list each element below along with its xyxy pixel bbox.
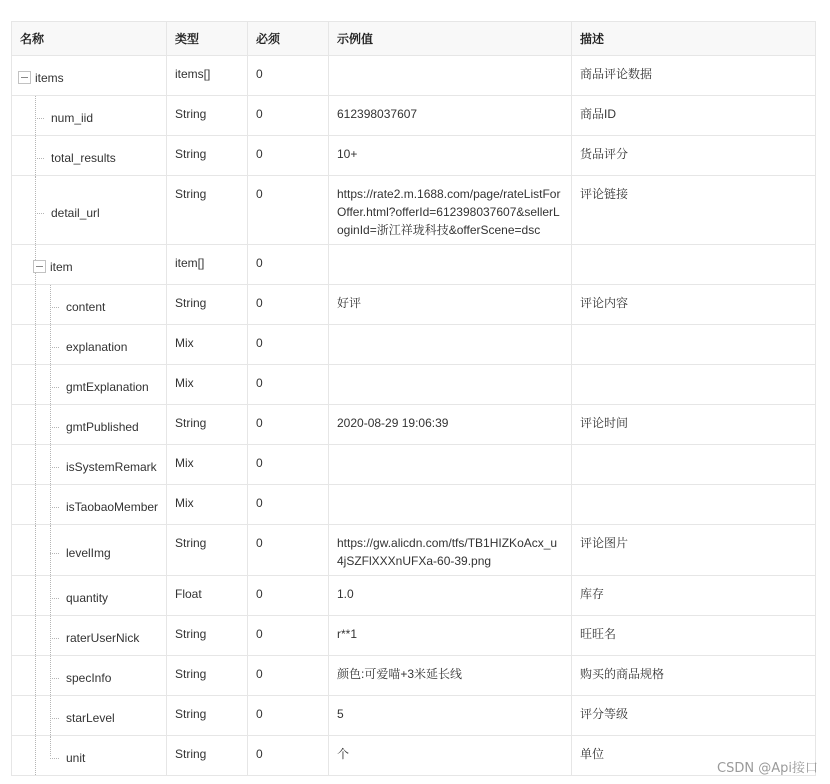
tree-guide-line	[35, 445, 36, 484]
field-type: String	[167, 736, 248, 776]
field-name-cell	[12, 365, 167, 405]
header-description: 描述	[572, 22, 816, 56]
header-name: 名称	[12, 22, 167, 56]
header-example: 示例值	[329, 22, 572, 56]
table-row	[12, 525, 816, 576]
tree-guide-line	[50, 736, 51, 756]
collapse-toggle-icon[interactable]	[33, 260, 46, 273]
field-name: isTaobaoMember	[66, 500, 159, 514]
tree-guide-line	[50, 365, 51, 404]
field-example: 612398037607	[329, 96, 572, 136]
field-required: 0	[248, 696, 329, 736]
field-description: 单位	[572, 736, 816, 776]
tree-guide-line	[35, 525, 36, 575]
tree-branch-line	[50, 758, 59, 759]
field-name: content	[66, 300, 106, 314]
field-type: Float	[167, 576, 248, 616]
tree-branch-line	[50, 638, 59, 639]
tree-branch-line	[50, 347, 59, 348]
field-example: 1.0	[329, 576, 572, 616]
table-row	[12, 696, 816, 736]
field-name: starLevel	[66, 711, 115, 725]
field-name: explanation	[66, 340, 128, 354]
field-description: 旺旺名	[572, 616, 816, 656]
field-example: 好评	[329, 285, 572, 325]
tree-branch-line	[50, 553, 59, 554]
field-name-cell	[12, 736, 167, 776]
table-row	[12, 96, 816, 136]
tree-guide-line	[50, 445, 51, 484]
table-row	[12, 136, 816, 176]
field-example	[329, 445, 572, 485]
field-description: 商品ID	[572, 96, 816, 136]
field-name: raterUserNick	[66, 631, 140, 645]
field-example	[329, 245, 572, 285]
field-description: 评分等级	[572, 696, 816, 736]
field-example: 2020-08-29 19:06:39	[329, 405, 572, 445]
tree-guide-line	[50, 656, 51, 695]
field-required: 0	[248, 525, 329, 576]
watermark: CSDN @Api接口	[717, 761, 818, 776]
field-name-cell	[12, 696, 167, 736]
field-example: https://rate2.m.1688.com/page/rateListForOffer.html?offerId=612398037607&sellerLoginId=浙江祥珑科技&offerScene=dsc	[329, 176, 572, 245]
table-row	[12, 736, 816, 776]
field-name-cell	[12, 136, 167, 176]
field-name-cell	[12, 525, 167, 576]
field-name: gmtExplanation	[66, 380, 149, 394]
field-name-cell	[12, 245, 167, 285]
field-type: String	[167, 656, 248, 696]
api-fields-table	[11, 21, 816, 776]
field-description	[572, 365, 816, 405]
tree-branch-line	[50, 718, 59, 719]
field-description: 货品评分	[572, 136, 816, 176]
field-example: 10+	[329, 136, 572, 176]
table-row	[12, 445, 816, 485]
table-row	[12, 245, 816, 285]
field-required: 0	[248, 325, 329, 365]
tree-guide-line	[50, 405, 51, 444]
tree-branch-line	[50, 427, 59, 428]
field-type: String	[167, 176, 248, 245]
field-description: 评论内容	[572, 285, 816, 325]
tree-guide-line	[35, 616, 36, 655]
field-required: 0	[248, 56, 329, 96]
field-required: 0	[248, 445, 329, 485]
table-row	[12, 485, 816, 525]
table-row	[12, 405, 816, 445]
table-header-row	[12, 22, 816, 56]
field-name: num_iid	[51, 111, 94, 125]
tree-branch-line	[35, 213, 44, 214]
tree-guide-line	[35, 285, 36, 324]
field-example: https://gw.alicdn.com/tfs/TB1HIZKoAcx_u4jSZFlXXXnUFXa-60-39.png	[329, 525, 572, 576]
field-required: 0	[248, 736, 329, 776]
tree-guide-line	[35, 325, 36, 364]
field-type: String	[167, 696, 248, 736]
table-row	[12, 176, 816, 245]
field-name-cell	[12, 485, 167, 525]
table-row	[12, 365, 816, 405]
field-description: 评论图片	[572, 525, 816, 576]
tree-branch-line	[50, 387, 59, 388]
field-type: Mix	[167, 445, 248, 485]
field-description	[572, 245, 816, 285]
field-example	[329, 325, 572, 365]
table-row	[12, 576, 816, 616]
field-type: String	[167, 616, 248, 656]
field-required: 0	[248, 285, 329, 325]
field-name-cell	[12, 285, 167, 325]
field-example: r**1	[329, 616, 572, 656]
header-required: 必须	[248, 22, 329, 56]
table-row	[12, 616, 816, 656]
tree-branch-line	[50, 678, 59, 679]
field-description	[572, 325, 816, 365]
field-name: levelImg	[66, 546, 111, 560]
field-type: String	[167, 525, 248, 576]
field-example: 5	[329, 696, 572, 736]
field-example: 个	[329, 736, 572, 776]
table-row	[12, 656, 816, 696]
field-required: 0	[248, 176, 329, 245]
field-name-cell	[12, 616, 167, 656]
tree-branch-line	[35, 158, 44, 159]
tree-guide-line	[35, 365, 36, 404]
tree-guide-line	[50, 485, 51, 524]
field-type: items[]	[167, 56, 248, 96]
header-type: 类型	[167, 22, 248, 56]
field-name-cell	[12, 656, 167, 696]
field-name-cell	[12, 325, 167, 365]
tree-guide-line	[35, 696, 36, 735]
field-example	[329, 365, 572, 405]
field-example: 颜色:可爱喵+3米延长线	[329, 656, 572, 696]
field-type: String	[167, 285, 248, 325]
field-description: 购买的商品规格	[572, 656, 816, 696]
tree-guide-line	[35, 576, 36, 615]
field-required: 0	[248, 136, 329, 176]
field-required: 0	[248, 576, 329, 616]
field-name-cell	[12, 576, 167, 616]
tree-guide-line	[35, 485, 36, 524]
field-name: items	[35, 71, 64, 85]
field-required: 0	[248, 96, 329, 136]
field-description: 商品评论数据	[572, 56, 816, 96]
table-row	[12, 285, 816, 325]
tree-guide-line	[50, 576, 51, 615]
field-name-cell	[12, 405, 167, 445]
field-name: item	[50, 260, 73, 274]
field-description	[572, 485, 816, 525]
field-description: 评论时间	[572, 405, 816, 445]
table-row	[12, 56, 816, 96]
field-required: 0	[248, 365, 329, 405]
field-type: Mix	[167, 365, 248, 405]
tree-branch-line	[35, 118, 44, 119]
tree-guide-line	[35, 405, 36, 444]
field-name-cell	[12, 445, 167, 485]
field-description	[572, 445, 816, 485]
field-required: 0	[248, 245, 329, 285]
field-required: 0	[248, 485, 329, 525]
field-required: 0	[248, 405, 329, 445]
field-description: 库存	[572, 576, 816, 616]
field-name-cell	[12, 176, 167, 245]
field-description: 评论链接	[572, 176, 816, 245]
tree-guide-line	[35, 176, 36, 244]
field-type: String	[167, 96, 248, 136]
field-example	[329, 56, 572, 96]
field-example	[329, 485, 572, 525]
tree-branch-line	[50, 598, 59, 599]
field-name: specInfo	[66, 671, 112, 685]
collapse-toggle-icon[interactable]	[18, 71, 31, 84]
tree-guide-line	[50, 616, 51, 655]
tree-branch-line	[50, 307, 59, 308]
field-type: item[]	[167, 245, 248, 285]
field-name: total_results	[51, 151, 116, 165]
tree-guide-line	[50, 285, 51, 324]
tree-guide-line	[50, 696, 51, 735]
field-name: detail_url	[51, 206, 100, 220]
tree-guide-line	[50, 325, 51, 364]
field-name-cell	[12, 56, 167, 96]
field-name: unit	[66, 751, 86, 765]
field-name: isSystemRemark	[66, 460, 157, 474]
field-name-cell	[12, 96, 167, 136]
field-type: String	[167, 405, 248, 445]
field-name: quantity	[66, 591, 109, 605]
tree-guide-line	[50, 525, 51, 575]
table-row	[12, 325, 816, 365]
tree-branch-line	[50, 467, 59, 468]
field-name: gmtPublished	[66, 420, 139, 434]
tree-guide-line	[35, 736, 36, 775]
field-type: String	[167, 136, 248, 176]
field-required: 0	[248, 616, 329, 656]
field-type: Mix	[167, 325, 248, 365]
tree-guide-line	[35, 136, 36, 175]
tree-guide-line	[35, 96, 36, 135]
tree-branch-line	[50, 507, 59, 508]
tree-guide-line	[35, 656, 36, 695]
field-type: Mix	[167, 485, 248, 525]
field-required: 0	[248, 656, 329, 696]
